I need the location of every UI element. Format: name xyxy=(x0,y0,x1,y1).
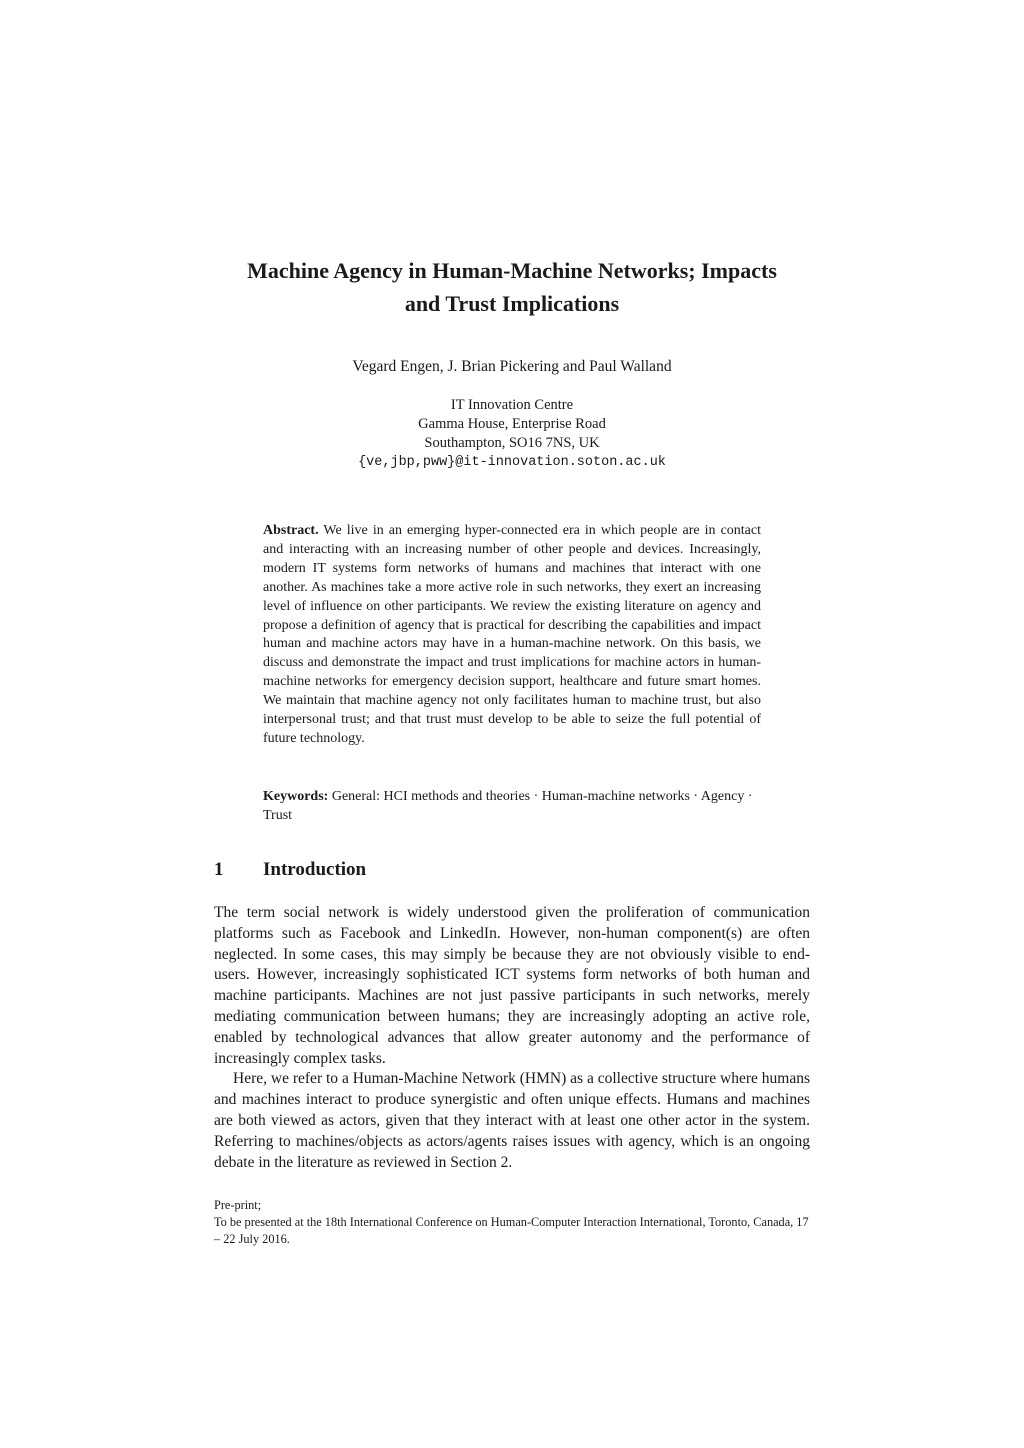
intro-paragraph-1: The term social network is widely understood given the proliferation of communication platforms such as Facebook and LinkedIn. However, non-human component(s) are often neglected. In some cases, this may simply be because they are not obviously visible to end-users. However, increasingly sophisticated ICT systems form networks of both human and machine participants. Machines are not just passive participants in such networks, merely mediating communication between humans; they are increasingly adopting an active role, enabled by technological advances that allow greater autonomy and the performance of increasingly complex tasks. xyxy=(214,904,810,1067)
title-line-2: and Trust Implications xyxy=(404,291,620,316)
keywords xyxy=(263,788,761,826)
section-number: 1 xyxy=(214,859,224,880)
affiliation-institution: IT Innovation Centre xyxy=(450,397,574,413)
affiliation-email: {ve,jbp,pww}@it-innovation.soton.ac.uk xyxy=(358,455,666,470)
section-heading-introduction xyxy=(214,857,810,883)
paper-title xyxy=(200,254,824,320)
title-line-1: Machine Agency in Human-Machine Networks; Impacts xyxy=(247,258,777,283)
preprint-note xyxy=(214,1197,810,1248)
keywords-label: Keywords: xyxy=(263,789,329,804)
abstract-label: Abstract. xyxy=(263,523,319,538)
intro-paragraph-2: Here, we refer to a Human-Machine Network (HMN) as a collective structure where humans and machines interact to produce synergistic and often unique effects. Humans and machines are both viewed as actors, given that they interact with at least one other actor in the system. Referring to machines/objects as actors/agents raises issues with agency, which is an ongoing debate in the literature as reviewed in Section 2. xyxy=(214,1070,810,1171)
abstract xyxy=(263,522,761,749)
preprint-note-line-2: To be presented at the 18th International Conference on Human-Computer Interaction International, Toronto, Canada, 17 – 22 July 2016. xyxy=(214,1215,809,1246)
abstract-text: We live in an emerging hyper-connected era in which people are in contact and interacting with an increasing number of other people and devices. Increasingly, modern IT systems form networks of humans and machines that interact with one another. As machines take a more active role in such networks, they exert an increasing level of influence on other participants. We review the existing literature on agency and propose a definition of agency that is practical for describing the capabilities and impact human and machine actors may have in a human-machine network. On this basis, we discuss and demonstrate the impact and trust implications for machine actors in human-machine networks for emergency decision support, healthcare and future smart homes. We maintain that machine agency not only facilitates human to machine trust, but also interpersonal trust; and that trust must develop to be able to seize the full potential of future technology. xyxy=(263,523,762,746)
author-list: Vegard Engen, J. Brian Pickering and Paul Walland xyxy=(352,358,672,375)
affiliation-block xyxy=(200,396,824,472)
affiliation-address-1: Gamma House, Enterprise Road xyxy=(418,416,606,432)
section-title: Introduction xyxy=(263,859,367,880)
keywords-text: General: HCI methods and theories · Human-machine networks · Agency · Trust xyxy=(263,789,753,823)
introduction-body xyxy=(214,903,810,1173)
affiliation-address-2: Southampton, SO16 7NS, UK xyxy=(424,435,600,451)
preprint-note-line-1: Pre-print; xyxy=(214,1198,262,1212)
